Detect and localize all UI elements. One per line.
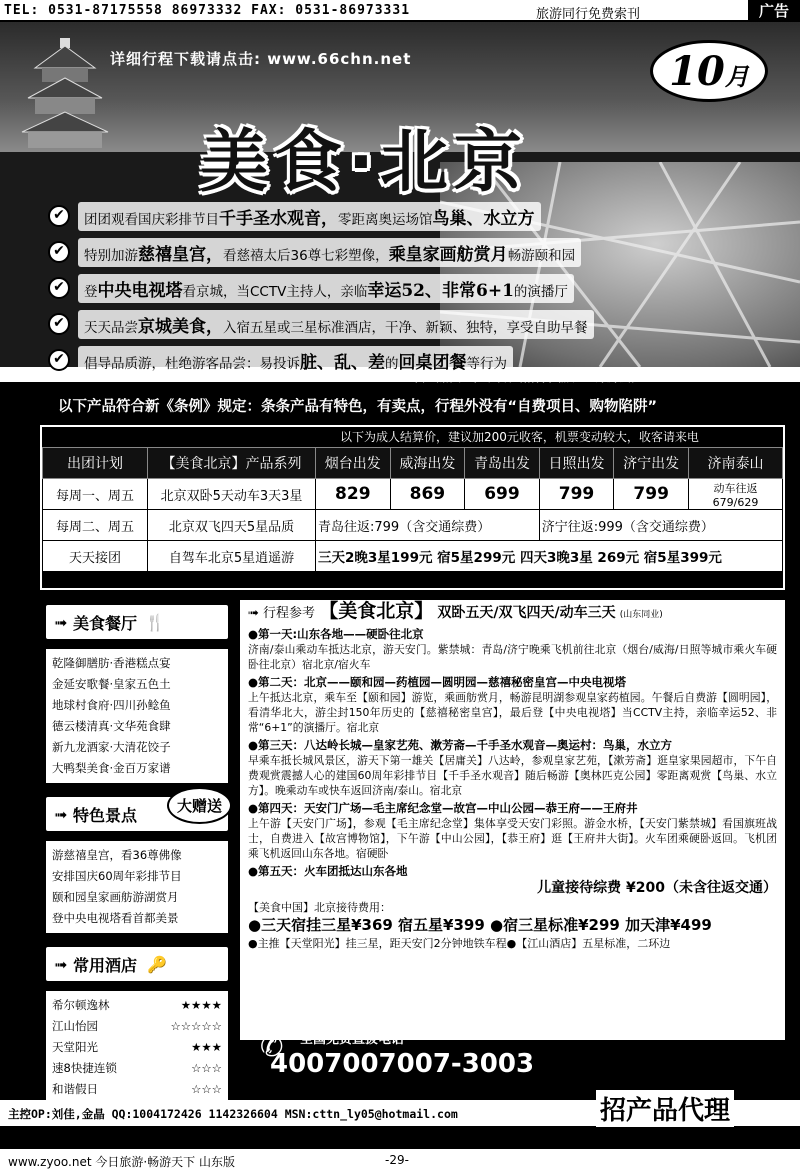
- list-item: 颐和园皇家画舫游湖赏月: [52, 890, 179, 904]
- route-price-cell: 济宁往返:999（含交通综费）: [539, 510, 782, 541]
- phone-number[interactable]: 4007007007-3003: [270, 1049, 535, 1079]
- spots-header: [44, 795, 230, 833]
- list-item: [52, 1058, 222, 1079]
- day-list: [248, 627, 777, 879]
- hotel-stars: ☆☆☆☆☆: [170, 1019, 222, 1033]
- month-number: 10: [669, 48, 725, 95]
- food-list: [44, 647, 230, 785]
- check-icon: ✔: [48, 277, 70, 299]
- highlight-pre: 天天品尝: [84, 319, 138, 336]
- day-title: ●第二天：北京——颐和园—药植园—圆明园—慈禧秘密皇宫—中央电视塔: [248, 675, 627, 689]
- day-desc: 上午抵达北京，乘车至【颐和园】游览，乘画舫赏月，畅游昆明湖参观皇家药植园。午餐后自费游【圆明园】，看清华北大，游尘封150年历史的【慈禧秘密皇宫】，最后登【中央电视塔】当CCTV主持，亲临幸运52、非常“6+1”的演播厅。宿北京: [248, 691, 777, 734]
- download-link[interactable]: 详细行程下载请点击: www.66chn.net: [110, 50, 412, 68]
- highlight-key: 京城美食，: [138, 316, 223, 337]
- plan-cell: 每周二、周五: [43, 510, 148, 541]
- footer: [0, 1148, 800, 1172]
- highlight-item: [48, 234, 748, 270]
- left-column: [44, 603, 230, 1106]
- highlight-text: [78, 310, 594, 339]
- highlight-post: 的: [385, 355, 399, 372]
- hotel-name: 速8快捷连锁: [52, 1061, 117, 1075]
- product-cell: 北京双飞四天5星品质: [148, 510, 316, 541]
- plan-cell: 天天接团: [43, 541, 148, 572]
- food-title: 美食餐厅: [72, 613, 137, 633]
- fee-title: 【美食中国】北京接待费用：: [248, 901, 391, 914]
- footer-site[interactable]: www.zyoo.net 今日旅游·畅游天下 山东版: [8, 1155, 235, 1169]
- price-cell: 动车往返679/629: [689, 479, 783, 510]
- list-item: [52, 1037, 222, 1058]
- hotel-stars: ☆☆☆: [191, 1082, 222, 1096]
- table-row: [43, 541, 783, 572]
- hotel-line: ●主推【天堂阳光】挂三星，距天安门2分钟地铁车程●【江山酒店】五星标准，二环边: [248, 937, 671, 950]
- price-table: [42, 447, 783, 572]
- highlight-key2: 幸运52、非常6+1: [367, 280, 514, 301]
- contact-line: TEL: 0531-87175558 86973332 FAX: 0531-86973331: [4, 3, 411, 18]
- product-cell: 北京双卧5天动车3天3星: [148, 479, 316, 510]
- highlight-post: 看京城，当CCTV主持人，亲临: [182, 283, 368, 300]
- hotels-list: [44, 989, 230, 1106]
- highlight-text: [78, 238, 581, 267]
- check-icon: ✔: [48, 313, 70, 335]
- arrow-icon: ➟: [54, 804, 73, 824]
- list-item: [52, 995, 222, 1016]
- highlights-list: [48, 198, 748, 378]
- highlight-item: [48, 270, 748, 306]
- highlight-post: 入宿五星或三星标准酒店，干净、新颖、独特，享受自助早餐: [223, 319, 588, 336]
- day-desc: 早乘车抵长城风景区，游天下第一雄关【居庸关】八达岭，参观皇家艺苑，【漱芳斋】逛皇家果园超市，下午自费观赏震撼人心的建国60周年彩排节目【千手圣水观音】随后畅游【奥林匹克公园】零距离观赏【鸟巢、水立方】。晚乘动车或快车返回济南/泰山。宿北京: [248, 754, 777, 797]
- highlight-post: 看慈禧太后36尊七彩塑像，: [223, 247, 389, 264]
- key-icon: 🔑: [147, 954, 167, 974]
- list-item: 新九龙酒家·大清花饺子: [52, 740, 171, 754]
- table-header: 烟台出发: [316, 448, 391, 479]
- top-bar: [0, 0, 800, 22]
- table-header-row: [43, 448, 783, 479]
- child-fee: 儿童接待综费 ¥200（未含往返交通）: [537, 880, 777, 896]
- highlight-pre: 倡导品质游，杜绝游客品尝：易投诉: [84, 355, 300, 372]
- price-cell: 799: [614, 479, 689, 510]
- gift-badge: 大赠送: [167, 787, 232, 824]
- food-header: [44, 603, 230, 641]
- control-line: 主控OP:刘佳,金晶 QQ:1004172426 1142326604 MSN:cttn_ly05@hotmail.com: [0, 1100, 800, 1126]
- hotels-header: [44, 945, 230, 983]
- highlight-end: 畅游颐和园: [507, 247, 576, 264]
- list-item: 金延安歌餐·皇家五色土: [52, 677, 171, 691]
- highlight-key: 中央电视塔: [97, 280, 183, 301]
- day-desc: 上午游【天安门广场】，参观【毛主席纪念堂】集体享受天安门彩照。游金水桥，【天安门紫禁城】看国旗班战士，自费进入【故宫博物馆】，下午游【中山公园】，【恭王府】逛【王府井大街】。火车团乘硬卧返回。飞机团乘飞机返回山东各地。宿硬卧: [248, 817, 777, 860]
- fee-line: ●三天宿挂三星¥369 宿五星¥399 ●宿三星标准¥299 加天津¥499: [248, 916, 712, 934]
- list-item: 游慈禧皇宫，看36尊佛像: [52, 848, 182, 862]
- page-number: -29-: [385, 1153, 409, 1167]
- day-title: ●第三天：八达岭长城—皇家艺苑、漱芳斋—千手圣水观音—奥运村：鸟巢，水立方: [248, 738, 673, 752]
- selfdrive-price-cell: 三天2晚3星199元 宿5星299元 四天3晚3星 269元 宿5星399元: [316, 541, 783, 572]
- table-header: 日照出发: [539, 448, 614, 479]
- route-price-cell: 青岛往返:799（含交通综费）: [316, 510, 540, 541]
- highlight-end: 等行为: [466, 355, 507, 372]
- itinerary-name: 【美食北京】: [319, 600, 434, 622]
- table-header: 济宁出发: [614, 448, 689, 479]
- check-icon: ✔: [48, 241, 70, 263]
- itinerary-ref: 行程参考: [263, 606, 316, 621]
- price-cell: 829: [316, 479, 391, 510]
- phone-block: [260, 1028, 534, 1079]
- arrow-icon: ➟: [54, 954, 73, 974]
- highlight-key2: 鸟巢、水立方: [432, 208, 535, 229]
- highlight-item: [48, 342, 748, 378]
- list-item: [52, 1079, 222, 1100]
- itinerary-title: [248, 600, 777, 623]
- hotel-name: 江山怡园: [52, 1019, 98, 1033]
- price-cell: 869: [390, 479, 465, 510]
- highlight-pre: 登: [84, 283, 98, 300]
- table-header: 威海出发: [390, 448, 465, 479]
- index-label: 旅游同行免费索刊: [536, 7, 641, 22]
- highlight-post: 零距离奥运场馆: [338, 211, 433, 228]
- hotel-name: 和谐假日: [52, 1082, 98, 1096]
- list-item: 地球村食府·四川孙鲶鱼: [52, 698, 171, 712]
- list-item: [52, 1016, 222, 1037]
- list-item: 安排国庆60周年彩排节目: [52, 869, 182, 883]
- list-item: 大鸭梨美食·金百万家谱: [52, 761, 171, 775]
- table-header: 青岛出发: [465, 448, 540, 479]
- highlight-item: [48, 198, 748, 234]
- highlight-key: 慈禧皇宫，: [138, 244, 223, 265]
- month-badge: [650, 40, 768, 102]
- hotel-stars: ☆☆☆: [191, 1061, 222, 1075]
- list-item: 乾隆御膳肪·香港糕点宴: [52, 656, 171, 670]
- spots-list: [44, 839, 230, 935]
- table-row: [43, 479, 783, 510]
- table-header: 济南泰山: [689, 448, 783, 479]
- phone-label: 全国免费直拨电话: [300, 1032, 405, 1047]
- highlight-key2: 回桌团餐: [398, 352, 467, 373]
- arrow-icon: ➟: [248, 606, 259, 621]
- price-cell: 699: [465, 479, 540, 510]
- day-title: ●第五天：火车团抵达山东各地: [248, 864, 408, 878]
- arrow-icon: ➟: [54, 612, 73, 632]
- highlight-pre: 团团观看国庆彩排节目: [84, 211, 219, 228]
- table-header: 出团计划: [43, 448, 148, 479]
- month-unit: 月: [724, 62, 749, 91]
- product-cell: 自驾车北京5星逍遥游: [148, 541, 316, 572]
- highlight-end: 的演播厅: [513, 283, 568, 300]
- ad-badge: 广告: [748, 0, 800, 22]
- cutlery-icon: 🍴: [145, 612, 165, 632]
- hotel-name: 天堂阳光: [52, 1040, 98, 1054]
- check-icon: ✔: [48, 349, 70, 371]
- phone-icon: ✆: [260, 1030, 284, 1063]
- table-row: [43, 510, 783, 541]
- highlight-pre: 特别加游: [84, 247, 138, 264]
- plan-cell: 每周一、周五: [43, 479, 148, 510]
- highlight-key: 脏、乱、差: [300, 352, 385, 373]
- highlight-item: [48, 306, 748, 342]
- temple-of-heaven-icon: [20, 38, 110, 148]
- agent-recruit: 招产品代理: [596, 1090, 734, 1127]
- list-item: 德云楼清真·文华苑食肆: [52, 719, 171, 733]
- highlight-key2: 乘皇家画舫赏月: [388, 244, 508, 265]
- list-item: 登中央电视塔看首都美景: [52, 911, 179, 925]
- highlight-key: 千手圣水观音，: [219, 208, 338, 229]
- producer-line: 本产品由“北京博大精深国旅”全案策划: [410, 370, 636, 385]
- hotels-title: 常用酒店: [72, 955, 137, 975]
- spots-title: 特色景点: [72, 805, 137, 825]
- day-title: ●第四天：天安门广场—毛主席纪念堂—故宫—中山公园—恭王府——王府井: [248, 801, 638, 815]
- check-icon: ✔: [48, 205, 70, 227]
- highlight-text: [78, 274, 574, 303]
- hotel-name: 希尔顿逸林: [52, 998, 110, 1012]
- itinerary-panel: [240, 600, 785, 1040]
- price-note: 以下为成人结算价，建议加200元收客，机票变动较大，收客请来电: [340, 430, 699, 444]
- main-title: 美食·北京: [200, 123, 528, 202]
- regulation-notice: 以下产品符合新《条例》规定：条条产品有特色，有卖点，行程外没有“自费项目、购物陷阱”: [58, 399, 658, 415]
- day-title: ●第一天:山东各地——硬卧往北京: [248, 627, 424, 641]
- price-cell: 799: [539, 479, 614, 510]
- highlight-text: [78, 202, 541, 231]
- hotel-stars: ★★★★: [180, 998, 222, 1012]
- hotel-stars: ★★★: [191, 1040, 222, 1054]
- itinerary-type: 双卧五天/双飞四天/动车三天: [437, 605, 616, 621]
- day-desc: 济南/泰山乘动车抵达北京，游天安门。紫禁城：青岛/济宁晚乘飞机前往北京（烟台/威海/日照等城市乘火车硬卧往北京）宿北京/宿火车: [248, 643, 777, 671]
- itinerary-tag: (山东同业): [619, 610, 663, 620]
- table-header: 【美食北京】产品系列: [148, 448, 316, 479]
